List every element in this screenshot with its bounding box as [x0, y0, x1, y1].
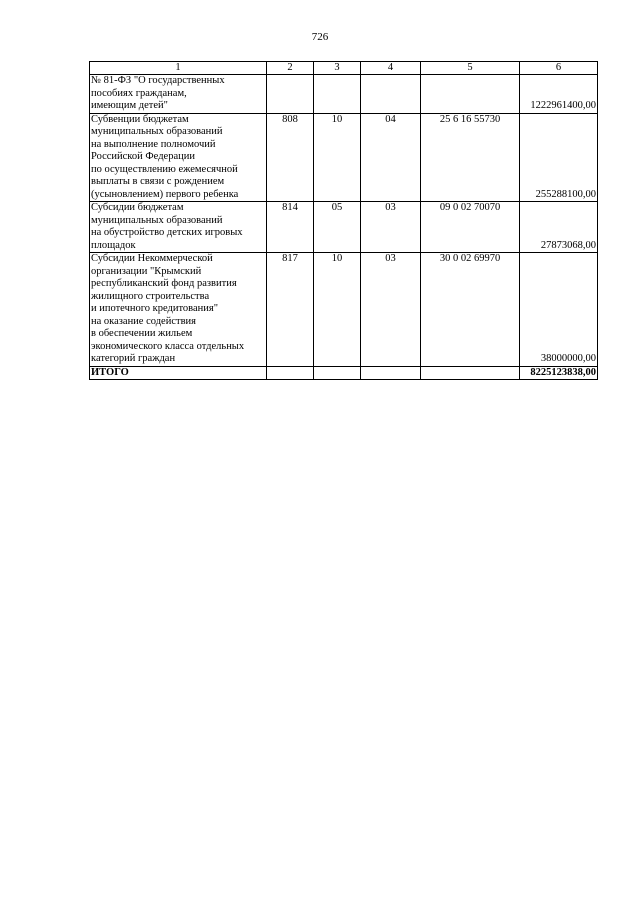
total-amount: 8225123838,00	[520, 366, 598, 379]
subsection-code-cell: 03	[361, 202, 421, 253]
row-name-line: на обустройство детских игровых	[91, 227, 243, 238]
row-name-line: на выполнение полномочий	[91, 138, 216, 150]
ministry-code-cell	[267, 75, 314, 114]
row-name-line: экономического класса отдельных	[91, 340, 245, 352]
row-name-line: Российской Федерации	[91, 151, 195, 162]
ministry-code-cell: 817	[267, 253, 314, 367]
subsection-code-cell	[361, 75, 421, 114]
amount-cell: 1222961400,00	[520, 75, 598, 114]
section-code-cell	[314, 75, 361, 114]
table-row	[90, 202, 598, 253]
column-header: 4	[361, 62, 421, 75]
empty-cell	[314, 366, 361, 379]
column-header: 2	[267, 62, 314, 75]
total-label: ИТОГО	[90, 366, 267, 379]
row-name-cell	[90, 75, 267, 114]
column-header: 3	[314, 62, 361, 75]
column-header: 6	[520, 62, 598, 75]
target-article-cell: 30 0 02 69970	[421, 253, 520, 367]
table-header-row	[90, 62, 598, 75]
row-name-line: выплаты в связи с рождением	[91, 176, 225, 187]
row-name-line: пособиях гражданам,	[91, 87, 187, 99]
ministry-code-cell: 808	[267, 113, 314, 202]
target-article-cell: 09 0 02 70070	[421, 202, 520, 253]
row-name-line: по осуществлению ежемесячной	[91, 163, 238, 175]
empty-cell	[421, 366, 520, 379]
row-name-line: (усыновлением) первого ребенка	[91, 188, 239, 200]
row-name-line: Субсидии Некоммерческой	[91, 253, 213, 264]
row-name-line: и ипотечного кредитования"	[91, 303, 219, 314]
row-name-line: жилищного строительства	[91, 290, 210, 302]
row-name-line: республиканский фонд развития	[91, 278, 237, 289]
row-name-line: имеющим детей"	[91, 100, 168, 111]
amount-cell: 27873068,00	[520, 202, 598, 253]
row-name-line: организации "Крымский	[91, 265, 202, 277]
amount-cell: 255288100,00	[520, 113, 598, 202]
table-row	[90, 253, 598, 367]
section-code-cell: 05	[314, 202, 361, 253]
row-name-cell	[90, 202, 267, 253]
empty-cell	[361, 366, 421, 379]
row-name-cell	[90, 113, 267, 202]
subsection-code-cell: 03	[361, 253, 421, 367]
target-article-cell: 25 6 16 55730	[421, 113, 520, 202]
row-name-line: в обеспечении жильем	[91, 328, 193, 339]
row-name-line: муниципальных образований	[91, 126, 223, 137]
row-name-line: Субсидии бюджетам	[91, 202, 184, 213]
table-row	[90, 75, 598, 114]
target-article-cell	[421, 75, 520, 114]
row-name-line: Субвенции бюджетам	[91, 113, 189, 125]
column-header: 5	[421, 62, 520, 75]
row-name-line: № 81-ФЗ "О государственных	[91, 75, 225, 86]
row-name-line: площадок	[91, 239, 136, 251]
column-header: 1	[90, 62, 267, 75]
row-name-cell	[90, 253, 267, 367]
amount-cell: 38000000,00	[520, 253, 598, 367]
ministry-code-cell: 814	[267, 202, 314, 253]
row-name-line: категорий граждан	[91, 353, 176, 364]
section-code-cell: 10	[314, 253, 361, 367]
section-code-cell: 10	[314, 113, 361, 202]
subsection-code-cell: 04	[361, 113, 421, 202]
empty-cell	[267, 366, 314, 379]
budget-table	[89, 61, 598, 380]
table-row	[90, 113, 598, 202]
row-name-line: муниципальных образований	[91, 214, 223, 226]
row-name-line: на оказание содействия	[91, 315, 196, 327]
total-row	[90, 366, 598, 379]
page-number: 726	[311, 31, 329, 43]
